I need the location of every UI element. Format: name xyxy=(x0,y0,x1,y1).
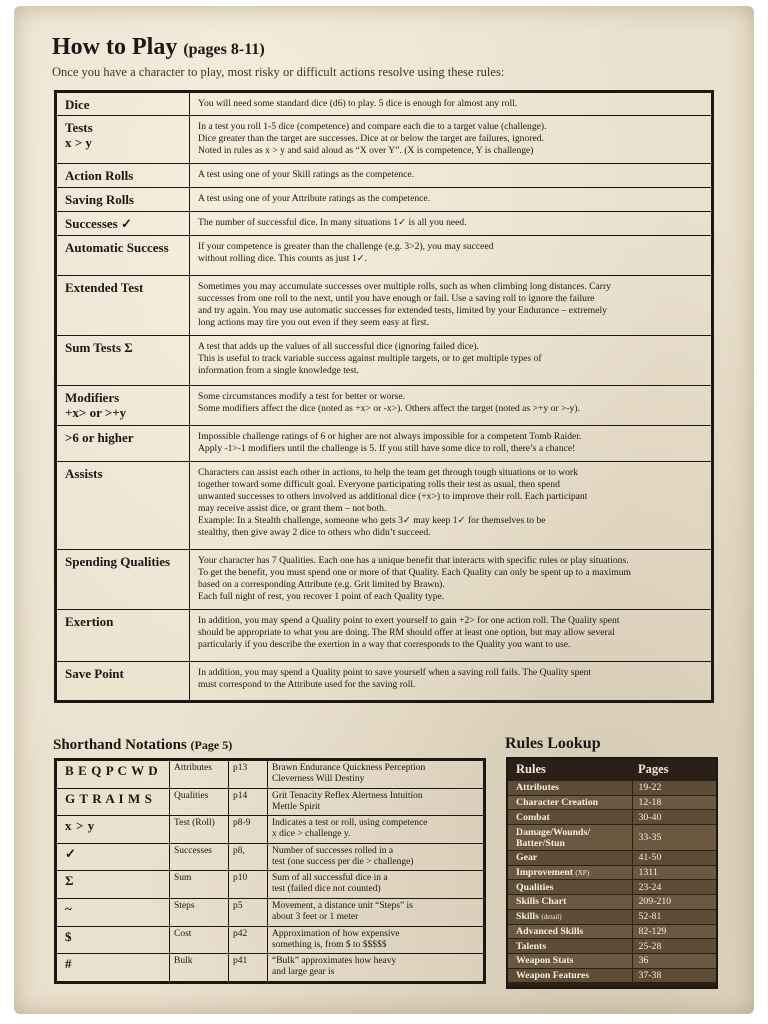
shorthand-symbol: ~ xyxy=(56,898,170,926)
rule-term-line: Extended Test xyxy=(65,280,144,295)
shorthand-description-line: Indicates a test or roll, using competence xyxy=(272,818,428,829)
page-title: How to Play (pages 8-11) xyxy=(52,34,265,60)
shorthand-symbol: x > y xyxy=(56,816,170,844)
rule-row xyxy=(56,92,713,116)
shorthand-description-line: and large gear is xyxy=(272,967,335,978)
rule-description-line: long actions may tire you out even if they seem easy at first. xyxy=(198,317,429,328)
rule-description xyxy=(190,386,713,426)
lookup-rule xyxy=(508,909,632,924)
shorthand-table xyxy=(54,758,486,984)
lookup-row xyxy=(508,880,716,895)
lookup-rule-name: Skills Chart xyxy=(516,896,567,908)
rule-row xyxy=(56,550,713,610)
shorthand-description xyxy=(268,843,485,871)
rule-term-line: Exertion xyxy=(65,614,114,629)
lookup-pages: 41-50 xyxy=(632,851,716,866)
rule-description-line: Characters can assist each other in actions, to help the team get through tough situations or to work xyxy=(198,467,578,478)
lookup-rule-name: Gear xyxy=(516,852,538,864)
rule-term xyxy=(56,116,190,164)
rule-description-line: Some modifiers affect the dice (noted as +x> or -x>). Others affect the target (noted as >+y or >-y). xyxy=(198,403,580,414)
rule-description xyxy=(190,550,713,610)
rule-term-line: Saving Rolls xyxy=(65,192,134,207)
rule-term xyxy=(56,386,190,426)
rule-description-line: Noted in rules as x > y and said aloud as “X over Y”. (X is competence, Y is challenge) xyxy=(198,145,534,156)
shorthand-description-line: test (failed dice not counted) xyxy=(272,884,381,895)
shorthand-row xyxy=(56,954,485,983)
rule-term xyxy=(56,188,190,212)
shorthand-description-line: Mettle Spirit xyxy=(272,801,321,812)
shorthand-row xyxy=(56,816,485,844)
shorthand-description xyxy=(268,954,485,983)
rule-term xyxy=(56,164,190,188)
rule-term-line: Spending Qualities xyxy=(65,554,171,569)
rule-term xyxy=(56,336,190,386)
shorthand-row xyxy=(56,898,485,926)
shorthand-row xyxy=(56,843,485,871)
lookup-rule-name: Advanced Skills xyxy=(516,925,584,937)
rule-description-line: unwanted successes to others involved as additional dice (+x>) to improve their roll. Each participant xyxy=(198,491,588,502)
shorthand-category: Attributes xyxy=(170,760,229,789)
rule-description xyxy=(190,336,713,386)
shorthand-category: Bulk xyxy=(170,954,229,983)
rule-row xyxy=(56,610,713,662)
shorthand-description-line: Sum of all successful dice in a xyxy=(272,873,388,884)
shorthand-description-line: test (one success per die > challenge) xyxy=(272,856,414,867)
shorthand-pages: (Page 5) xyxy=(190,738,233,752)
rule-description-line: Your character has 7 Qualities. Each one has a unique benefit that interacts with specific rules or play situations. xyxy=(198,555,629,566)
lookup-rule xyxy=(508,880,632,895)
shorthand-page: p42 xyxy=(229,926,268,954)
rule-row xyxy=(56,164,713,188)
lookup-pages: 33-35 xyxy=(632,825,716,851)
shorthand-category: Cost xyxy=(170,926,229,954)
rule-row xyxy=(56,386,713,426)
shorthand-page: p14 xyxy=(229,788,268,816)
lookup-rule-name: Damage/Wounds/ xyxy=(516,826,591,838)
rule-description-line: without rolling dice. This counts as just 1✓. xyxy=(198,253,368,264)
shorthand-symbol: # xyxy=(56,954,170,983)
rule-term-line: Action Rolls xyxy=(65,168,134,183)
rule-description-line: Each full night of rest, you recover 1 point of each Quality type. xyxy=(198,591,445,602)
shorthand-symbol: G T R A I M S xyxy=(56,788,170,816)
lookup-row xyxy=(508,895,716,910)
lookup-rule xyxy=(508,795,632,810)
rule-term-line: Dice xyxy=(65,97,90,112)
rule-description xyxy=(190,276,713,336)
rule-term-line: x > y xyxy=(65,135,92,150)
lookup-rule xyxy=(508,895,632,910)
shorthand-description-line: Number of successes rolled in a xyxy=(272,845,394,856)
rule-description-line: and try again. You may use automatic successes for extended tests, limited by your Endurance – extremely xyxy=(198,305,607,316)
shorthand-row xyxy=(56,871,485,899)
lookup-rule-name-cont: Batter/Stun xyxy=(516,837,565,849)
rule-description xyxy=(190,164,713,188)
rule-description-line: To get the benefit, you must spend one or more of that Quality. Each Quality can only be spent up to a maximum xyxy=(198,567,631,578)
rule-description xyxy=(190,610,713,662)
rule-description-line: together toward some difficult goal. Everyone participating rolls their test as usual, then spend xyxy=(198,479,560,490)
lookup-row xyxy=(508,953,716,968)
shorthand-description-line: something is, from $ to $$$$$ xyxy=(272,939,387,950)
rule-term-line: Modifiers xyxy=(65,390,120,405)
lookup-pages: 1311 xyxy=(632,865,716,880)
rule-term xyxy=(56,276,190,336)
shorthand-description-line: x dice > challenge y. xyxy=(272,829,351,840)
lookup-row xyxy=(508,968,716,982)
lookup-rule xyxy=(508,953,632,968)
intro-text: Once you have a character to play, most risky or difficult actions resolve using these rules: xyxy=(52,65,505,79)
lookup-pages: 23-24 xyxy=(632,880,716,895)
rules-lookup-box xyxy=(506,757,718,989)
page-title-pages: (pages 8-11) xyxy=(183,41,265,58)
rule-description xyxy=(190,236,713,276)
lookup-rule-name: Attributes xyxy=(516,782,559,794)
shorthand-description xyxy=(268,760,485,789)
rule-description-line: Dice greater than the target are successes. Dice at or below the target are failures, ignored. xyxy=(198,133,544,144)
rule-term xyxy=(56,662,190,702)
rule-description-line: In addition, you may spend a Quality point to save yourself when a saving roll fails. The Quality spent xyxy=(198,667,592,678)
lookup-rule xyxy=(508,825,632,851)
shorthand-page: p10 xyxy=(229,871,268,899)
shorthand-description xyxy=(268,926,485,954)
rule-row xyxy=(56,462,713,550)
shorthand-page: p13 xyxy=(229,760,268,789)
rule-row xyxy=(56,188,713,212)
lookup-pages: 25-28 xyxy=(632,939,716,954)
lookup-pages: 12-18 xyxy=(632,795,716,810)
rule-description-line: In addition, you may spend a Quality point to exert yourself to gain +2> for one action roll. The Quality spent xyxy=(198,615,620,626)
lookup-row xyxy=(508,810,716,825)
rules-table xyxy=(54,90,714,703)
rule-term xyxy=(56,462,190,550)
rule-description-line: If your competence is greater than the challenge (e.g. 3>2), you may succeed xyxy=(198,241,494,252)
lookup-rule xyxy=(508,810,632,825)
rule-row xyxy=(56,336,713,386)
shorthand-category: Sum xyxy=(170,871,229,899)
rule-term xyxy=(56,236,190,276)
lookup-rule xyxy=(508,939,632,954)
rule-term-line: Sum Tests Σ xyxy=(65,340,133,355)
rule-description xyxy=(190,662,713,702)
lookup-rule-name: Weapon Features xyxy=(516,969,590,981)
rule-description xyxy=(190,462,713,550)
shorthand-category: Successes xyxy=(170,843,229,871)
shorthand-page: p5 xyxy=(229,898,268,926)
lookup-title: Rules Lookup xyxy=(505,735,601,752)
shorthand-description-line: Movement, a distance unit “Steps” is xyxy=(272,900,413,911)
shorthand-title: Shorthand Notations (Page 5) xyxy=(53,737,233,753)
shorthand-category: Qualities xyxy=(170,788,229,816)
rule-row xyxy=(56,662,713,702)
rule-row xyxy=(56,426,713,462)
lookup-pages: 30-40 xyxy=(632,810,716,825)
shorthand-symbol: Σ xyxy=(56,871,170,899)
lookup-rule-name: Qualities xyxy=(516,881,554,893)
lookup-rule xyxy=(508,865,632,880)
shorthand-symbol: $ xyxy=(56,926,170,954)
rule-term-line: Assists xyxy=(65,466,103,481)
lookup-rule-name: Improvement xyxy=(516,867,573,879)
rule-description-line: A test using one of your Skill ratings as the competence. xyxy=(198,169,415,180)
lookup-pages: 36 xyxy=(632,953,716,968)
lookup-row xyxy=(508,909,716,924)
shorthand-description xyxy=(268,816,485,844)
rule-description xyxy=(190,426,713,462)
lookup-row xyxy=(508,939,716,954)
lookup-rule xyxy=(508,851,632,866)
rule-term xyxy=(56,610,190,662)
rule-description-line: You will need some standard dice (d6) to play. 5 dice is enough for almost any roll. xyxy=(198,98,518,109)
lookup-row xyxy=(508,924,716,939)
lookup-row xyxy=(508,865,716,880)
lookup-rule xyxy=(508,781,632,796)
shorthand-description-line: Approximation of how expensive xyxy=(272,928,400,939)
shorthand-description-line: “Bulk” approximates how heavy xyxy=(272,956,397,967)
lookup-rule-name: Character Creation xyxy=(516,797,599,809)
rule-row xyxy=(56,276,713,336)
lookup-rule-name: Talents xyxy=(516,940,547,952)
shorthand-row xyxy=(56,788,485,816)
shorthand-symbol: ✓ xyxy=(56,843,170,871)
lookup-rule-name: Weapon Stats xyxy=(516,955,574,967)
lookup-row xyxy=(508,825,716,851)
rule-term xyxy=(56,92,190,116)
lookup-rule xyxy=(508,924,632,939)
shorthand-description xyxy=(268,788,485,816)
rule-term-line: Tests xyxy=(65,120,93,135)
rule-term-line: >6 or higher xyxy=(65,430,134,445)
rule-description-line: may receive assist dice, or grant them – not both. xyxy=(198,503,387,514)
shorthand-description xyxy=(268,871,485,899)
lookup-row xyxy=(508,781,716,796)
rule-term-line: +x> or >+y xyxy=(65,405,127,420)
lookup-pages: 52-81 xyxy=(632,909,716,924)
lookup-pages: 209-210 xyxy=(632,895,716,910)
shorthand-description-line: Brawn Endurance Quickness Perception xyxy=(272,763,426,773)
lookup-rule-name: Combat xyxy=(516,811,550,823)
lookup-row xyxy=(508,795,716,810)
rule-description-line: A test using one of your Attribute ratings as the competence. xyxy=(198,193,431,204)
rule-term-line: Save Point xyxy=(65,666,124,681)
shorthand-page: p41 xyxy=(229,954,268,983)
rule-description-line: Sometimes you may accumulate successes over multiple rolls, such as when climbing long distances. Carry xyxy=(198,281,611,292)
rule-description-line: should be appropriate to what you are doing. The RM should offer at least one option, but may allow several xyxy=(198,627,615,638)
rules-lookup-table xyxy=(508,759,716,982)
rule-row xyxy=(56,116,713,164)
rule-description-line: particularly if you describe the exertion in a way that corresponds to the Quality you want to use. xyxy=(198,639,571,650)
shorthand-description-line: about 3 feet or 1 meter xyxy=(272,911,359,922)
shorthand-description xyxy=(268,898,485,926)
rule-description-line: The number of successful dice. In many situations 1✓ is all you need. xyxy=(198,217,467,228)
shorthand-row xyxy=(56,760,485,789)
lookup-rule-note: (detail) xyxy=(541,913,562,922)
rule-description-line: Example: In a Stealth challenge, someone who gets 3✓ may keep 1✓ for themselves to be xyxy=(198,515,546,526)
lookup-rule-note: (XP) xyxy=(575,869,590,878)
shorthand-category: Test (Roll) xyxy=(170,816,229,844)
rule-description-line: This is useful to track variable success against multiple targets, or to get multiple types of xyxy=(198,353,542,364)
lookup-rule xyxy=(508,968,632,982)
rule-description-line: information from a single knowledge test. xyxy=(198,365,359,376)
rule-description-line: Apply -1>-1 modifiers until the challenge is 5. If you still have some dice to roll, there’s a chance! xyxy=(198,443,576,454)
lookup-pages: 19-22 xyxy=(632,781,716,796)
rule-description-line: Impossible challenge ratings of 6 or higher are not always impossible for a competent Tomb Raider. xyxy=(198,431,582,442)
rule-term-line: Successes ✓ xyxy=(65,216,132,231)
rule-description-line: Some circumstances modify a test for better or worse. xyxy=(198,391,406,402)
rule-description xyxy=(190,116,713,164)
rule-description-line: successes from one roll to the next, until you have enough or fail. Use a saving roll to ignore the failure xyxy=(198,293,595,304)
lookup-row xyxy=(508,851,716,866)
shorthand-page: p8, xyxy=(229,843,268,871)
rule-description xyxy=(190,212,713,236)
rule-term-line: Automatic Success xyxy=(65,240,169,255)
rule-description-line: A test that adds up the values of all successful dice (ignoring failed dice). xyxy=(198,341,479,352)
rule-term xyxy=(56,550,190,610)
rule-row xyxy=(56,212,713,236)
lookup-col-rules: Rules xyxy=(516,761,546,776)
rule-description-line: In a test you roll 1-5 dice (competence) and compare each die to a target value (challenge). xyxy=(198,121,547,132)
rule-description-line: stealthy, then give away 2 dice to others who didn’t succeed. xyxy=(198,527,431,538)
rule-term xyxy=(56,212,190,236)
shorthand-description-line: Cleverness Will Destiny xyxy=(272,774,365,784)
rule-description xyxy=(190,92,713,116)
shorthand-row xyxy=(56,926,485,954)
lookup-pages: 82-129 xyxy=(632,924,716,939)
rule-row xyxy=(56,236,713,276)
rule-term xyxy=(56,426,190,462)
shorthand-category: Steps xyxy=(170,898,229,926)
lookup-pages: 37-38 xyxy=(632,968,716,982)
shorthand-symbol: B E Q P C W D xyxy=(56,760,170,789)
shorthand-description-line: Grit Tenacity Reflex Alertness Intuition xyxy=(272,790,423,801)
lookup-rule-name: Skills xyxy=(516,911,539,923)
rule-description xyxy=(190,188,713,212)
lookup-col-pages: Pages xyxy=(638,761,669,776)
rule-description-line: based on a corresponding Attribute (e.g. Grit limited by Brawn). xyxy=(198,579,445,590)
rule-description-line: must correspond to the Attribute used for the saving roll. xyxy=(198,679,416,690)
shorthand-page: p8-9 xyxy=(229,816,268,844)
